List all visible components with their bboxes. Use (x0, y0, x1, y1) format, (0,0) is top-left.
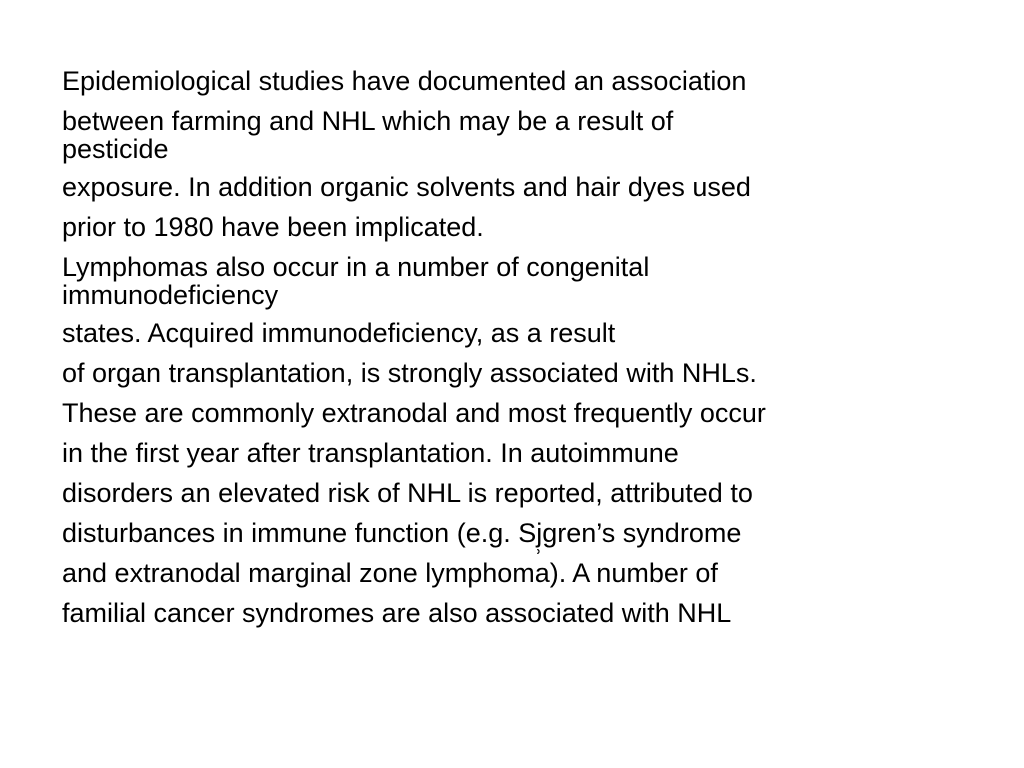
text-line: familial cancer syndromes are also associated with NHL (62, 598, 732, 628)
text-line: immunodeficiency (62, 280, 279, 310)
text-line: pesticide (62, 134, 169, 164)
text-line: states. Acquired immunodeficiency, as a result (62, 318, 616, 348)
text-line: These are commonly extranodal and most frequently occur (62, 398, 766, 428)
text-line: Lymphomas also occur in a number of congenital (62, 252, 650, 282)
text-line: between farming and NHL which may be a result of (62, 106, 674, 136)
text-line: prior to 1980 have been implicated. (62, 212, 484, 242)
text-line: and extranodal marginal zone lymphoma). A number of (62, 558, 718, 588)
text-line: disorders an elevated risk of NHL is reported, attributed to (62, 478, 753, 508)
slide-body-text (62, 60, 1002, 628)
text-line: of organ transplantation, is strongly associated with NHLs. (62, 358, 757, 388)
text-line: Epidemiological studies have documented an association (62, 66, 747, 96)
text-line: in the first year after transplantation. In autoimmune (62, 438, 679, 468)
text-line: disturbances in immune function (e.g. Sj̹gren’s syndrome (62, 518, 742, 548)
text-line: exposure. In addition organic solvents and hair dyes used (62, 172, 751, 202)
